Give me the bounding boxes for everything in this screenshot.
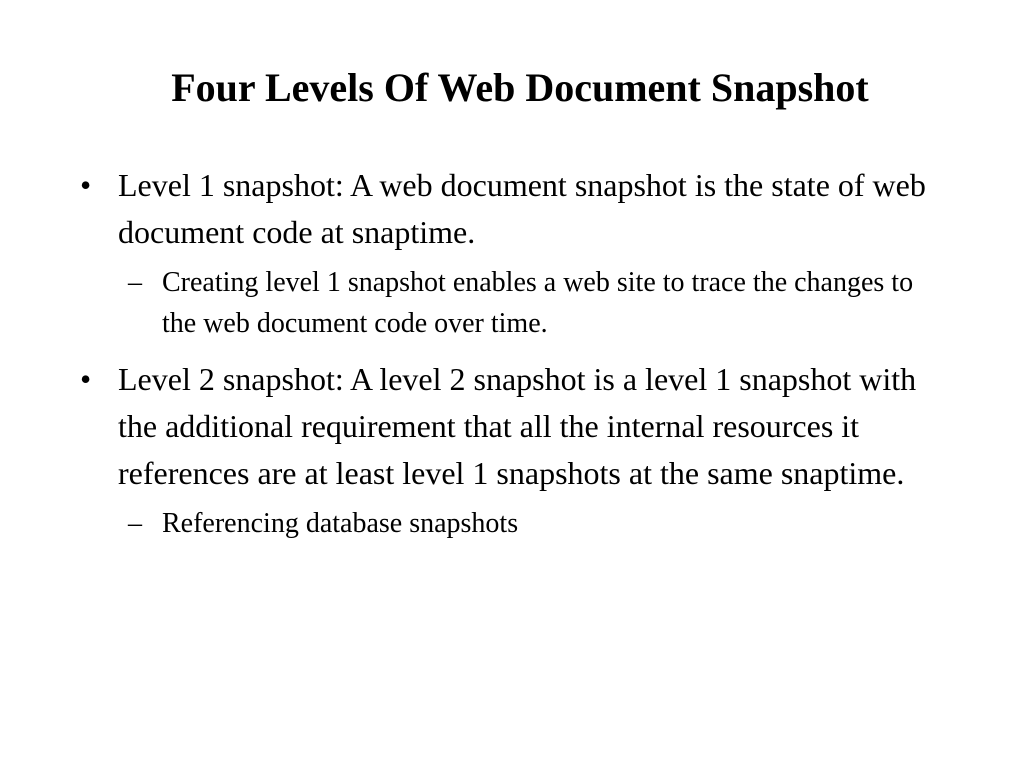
dash-marker: – [128, 267, 142, 298]
slide-title: Four Levels Of Web Document Snapshot [171, 65, 869, 110]
bullet-item-level-2 [78, 356, 918, 497]
dash-marker: – [128, 508, 142, 539]
sub-bullet-item-level-2 [78, 503, 958, 544]
bullet-item-level-1 [78, 162, 928, 256]
sub-bullet-text: Creating level 1 snapshot enables a web site to trace the changes to the web document code over time. [162, 267, 914, 339]
slide-body [78, 162, 958, 544]
bullet-text: Level 2 snapshot: A level 2 snapshot is a level 1 snapshot with the additional requirement that all the internal resources it references are at least level 1 snapshots at the same snaptime. [118, 361, 917, 491]
bullet-text: Level 1 snapshot: A web document snapshot is the state of web document code at snaptime. [118, 167, 926, 250]
bullet-marker: • [80, 167, 92, 203]
bullet-marker: • [80, 361, 92, 397]
sub-bullet-text: Referencing database snapshots [162, 508, 519, 539]
sub-bullet-item-level-1 [78, 262, 952, 344]
